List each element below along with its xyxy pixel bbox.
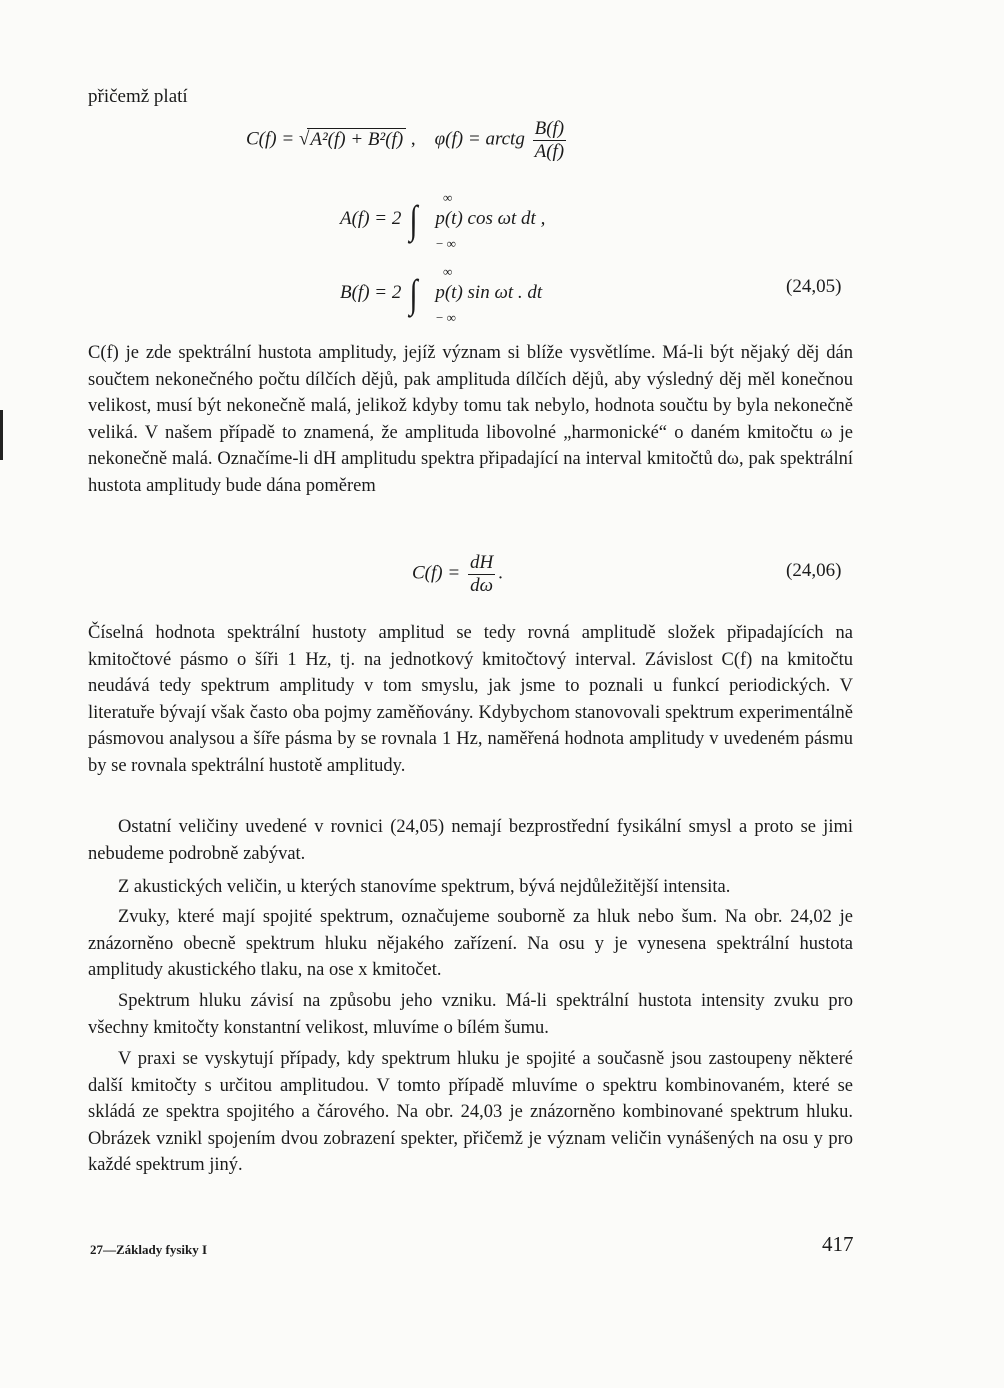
eq1-fraction (533, 118, 567, 163)
equation-a (340, 190, 546, 251)
eq1-phi-lhs: φ(f) = arctg (434, 128, 525, 150)
eq1-numerator: B(f) (534, 118, 565, 139)
equation-number-24-06: (24,06) (786, 560, 842, 581)
eq3-body: p(t) sin ωt . dt (435, 281, 543, 303)
eq3-lhs: B(f) = 2 (340, 281, 402, 303)
eq3-lower-limit: − ∞ (436, 310, 456, 325)
paragraph-noise: Zvuky, které mají spojité spektrum, označujeme souborně za hluk nebo šum. Na obr. 24,02 je znázorněno obecně spektrum hluku nějakého zařízení. Na osu y je vynesena spektrální hustota amplitudy akustického tlaku, na ose x kmitočet. (88, 907, 853, 980)
eq4-numerator: dH (469, 552, 494, 573)
paragraph-other-quantities: Ostatní veličiny uvedené v rovnici (24,05) nemají bezprostřední fysikální smysl a proto se jimi nebudeme podrobně zabývat. (88, 817, 853, 864)
eq2-body: p(t) cos ωt dt , (435, 207, 546, 229)
eq3-upper-limit: ∞ (443, 264, 453, 279)
paragraph-numerical-value: Číselná hodnota spektrální hustoty amplitud se tedy rovná amplitudě složek připadajících na kmitočtové pásmo o šíři 1 Hz, tj. na jednotkový kmitočtový interval. Závislost C(f) na kmitočtu neudává tedy spektrum amplitudy v tom smyslu, jak jsme to poznali u funkcí periodických. V literatuře bývají však často oba pojmy zaměňovány. Kdybychom stanovovali spektrum experimentálně pásmovou analysou a šíře pásma by se rovnala 1 Hz, naměřená hodnota amplitudy v uvedeném pásmu by se rovnala spektrální hustotě amplitudy. (88, 623, 853, 776)
eq4-lhs: C(f) = (412, 562, 461, 584)
margin-mark (0, 410, 3, 460)
eq2-upper-limit: ∞ (443, 190, 453, 205)
equation-c-dh (412, 552, 503, 597)
equation-b (340, 264, 543, 325)
intro-text: přičemž platí (88, 86, 188, 107)
page-number: 417 (822, 1232, 854, 1256)
paragraph-spectral-density: C(f) je zde spektrální hustota amplitudy, jejíž význam si blíže vysvětlíme. Má-li být nějaký děj dán součtem nekonečného počtu dílčích dějů, pak amplituda dílčích dějů, aby výsledný děj měl konečnou velikost, musí být nekonečně malá, jelikož kdyby tomu tak nebylo, hodnota součtu by byla nekonečně veliká. V našem případě to znamená, že amplituda libovolné „harmonické“ o daném kmitočtu ω je nekonečně malá. Označíme-li dH amplitudu spektra připadající na interval kmitočtů dω, pak spektrální hustota amplitudy bude dána poměrem (88, 343, 853, 496)
eq4-denominator: dω (470, 574, 494, 596)
eq2-lhs: A(f) = 2 (340, 207, 402, 229)
eq4-dot: . (498, 562, 503, 584)
equation-number-24-05: (24,05) (786, 276, 842, 297)
eq1-lhs: C(f) = (246, 128, 299, 150)
eq4-fraction (468, 552, 495, 597)
eq1-comma: , (410, 128, 416, 150)
footer-signature: 27—Základy fysiky I (90, 1242, 208, 1257)
equation-c-phi (246, 118, 569, 163)
eq1-sqrt-content: A²(f) + B²(f) (307, 128, 406, 151)
integral-sign: ∫ (409, 271, 418, 316)
paragraph-intensity: Z akustických veličin, u kterých stanovíme spektrum, bývá nejdůležitější intensita. (118, 877, 731, 897)
paragraph-combined-spectrum: V praxi se vyskytují případy, kdy spektrum hluku je spojité a současně jsou zastoupeny některé další kmitočty s určitou amplitudou. V tomto případě mluvíme o spektru kombinovaném, které se skládá ze spektra spojitého a čárového. Na obr. 24,03 je znázorněno kombinované spektrum hluku. Obrázek vznikl spojením dvou zobrazení spekter, přičemž je význam veličin vynášených na osu y pro každé spektrum jiný. (88, 1049, 853, 1175)
eq2-lower-limit: − ∞ (436, 236, 456, 251)
integral-sign: ∫ (409, 197, 418, 242)
eq1-denominator: A(f) (534, 140, 565, 162)
sqrt-sign: √ (298, 128, 310, 150)
paragraph-white-noise: Spektrum hluku závisí na způsobu jeho vzniku. Má-li spektrální hustota intensity zvuku pro všechny kmitočty konstantní velikost, mluvíme o bílém šumu. (88, 991, 853, 1038)
